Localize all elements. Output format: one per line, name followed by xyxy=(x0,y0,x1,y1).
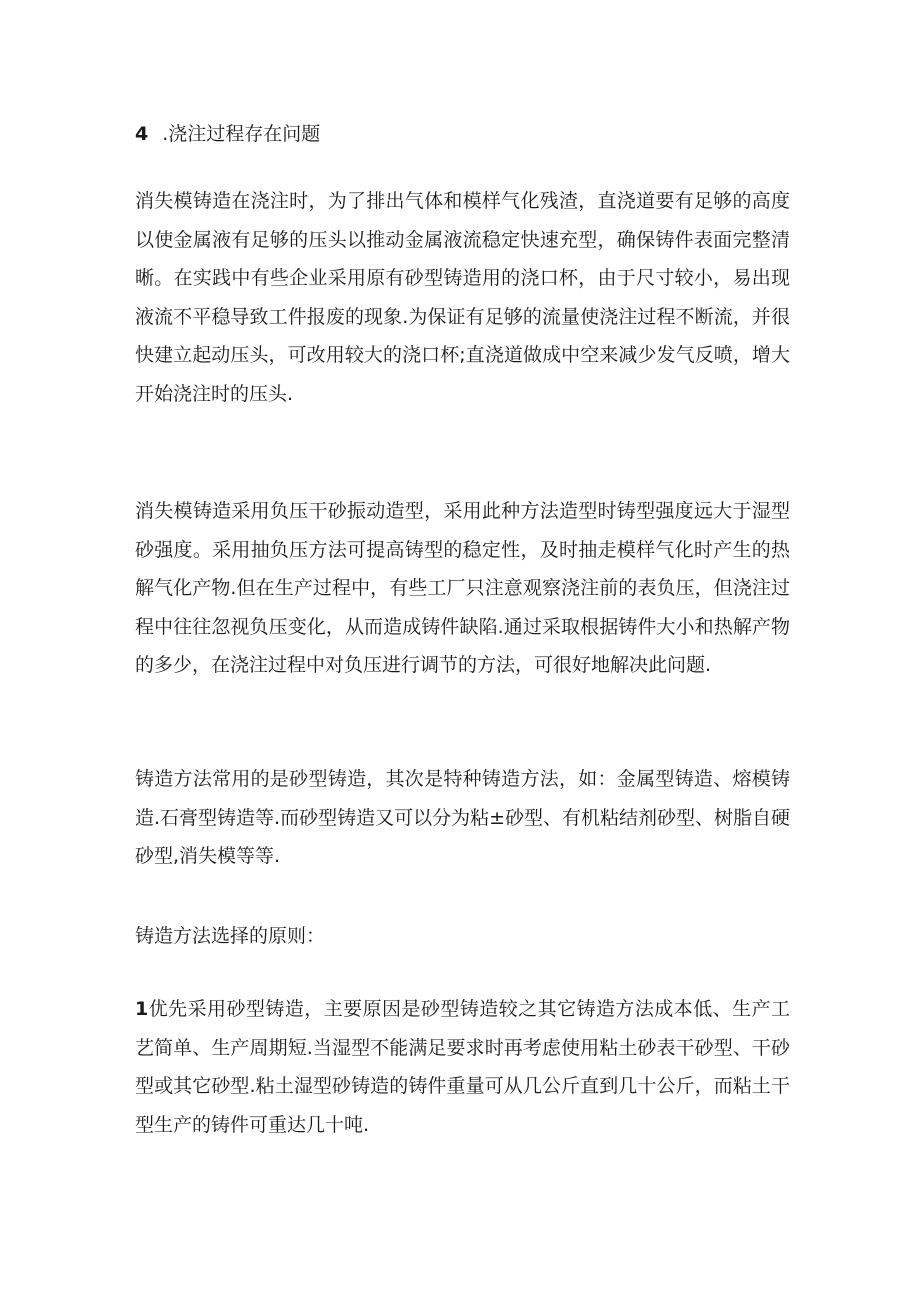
principle-text: 优先采用砂型铸造，主要原因是砂型铸造较之其它铸造方法成本低、生产工艺简单、生产周期短.当湿型不能满足要求时再考虑使用粘土砂表干砂型、干砂型或其它砂型.粘土湿型砂铸造的铸件重量可从几公斤直到几十公斤，而粘土干型生产的铸件可重达几十吨. xyxy=(135,998,790,1136)
paragraph-pouring-height: 消失模铸造在浇注时，为了排出气体和模样气化残渣，直浇道要有足够的高度以使金属液有足够的压头以推动金属液流稳定快速充型，确保铸件表面完整清晰。在实践中有些企业采用原有砂型铸造用的浇口杯，由于尺寸较小，易出现液流不平稳导致工件报废的现象.为保证有足够的流量使浇注过程不断流，并很快建立起动压头，可改用较大的浇口杯;直浇道做成中空来减少发气反喷，增大开始浇注时的压头. xyxy=(135,190,790,405)
principle-number: 1 xyxy=(135,998,149,1020)
section-heading xyxy=(135,121,320,147)
section-number: 4 xyxy=(135,123,149,145)
paragraph-principle-1 xyxy=(135,990,790,1144)
section-title: .浇注过程存在问题 xyxy=(162,123,321,145)
paragraph-selection-principles-heading: 铸造方法选择的原则： xyxy=(135,925,326,947)
paragraph-casting-methods: 铸造方法常用的是砂型铸造，其次是特种铸造方法，如：金属型铸造、熔模铸造.石膏型铸造等.而砂型铸造又可以分为粘±砂型、有机粘结剂砂型、树脂自硬砂型,消失模等等. xyxy=(135,768,791,867)
paragraph-negative-pressure: 消失模铸造采用负压干砂振动造型，采用此种方法造型时铸型强度远大于湿型砂强度。采用抽负压方法可提高铸型的稳定性，及时抽走模样气化时产生的热解气化产物.但在生产过程中，有些工厂只注意观察浇注前的表负压，但浇注过程中往往忽视负压变化，从而造成铸件缺陷.通过采取根据铸件大小和热解产物的多少，在浇注过程中对负压进行调节的方法，可很好地解决此问题. xyxy=(135,500,790,676)
